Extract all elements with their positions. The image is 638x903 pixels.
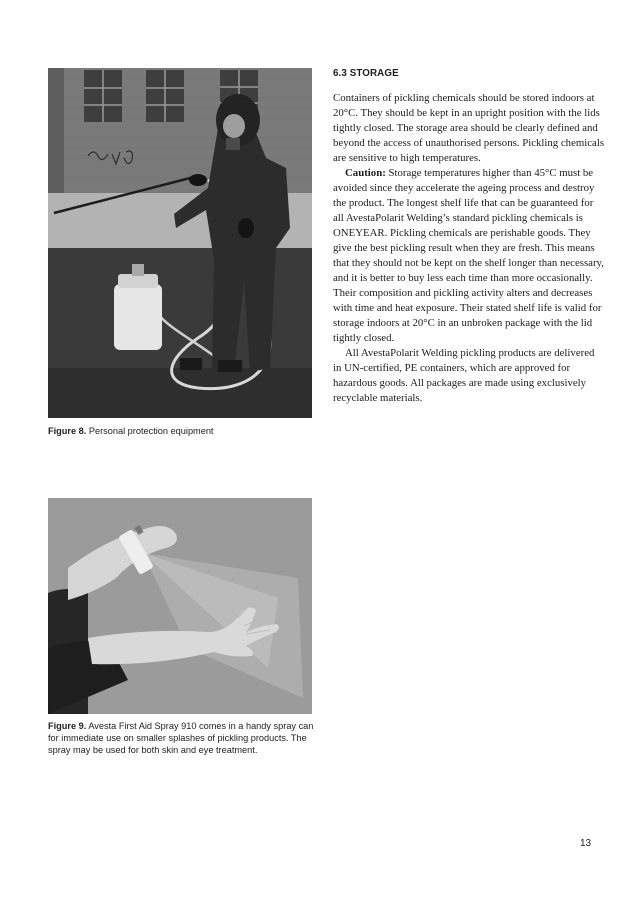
figure-9-caption (48, 720, 318, 756)
figure-8-photo (48, 68, 312, 418)
section-heading: 6.3 STORAGE (333, 68, 399, 79)
figure-8-caption (48, 425, 318, 437)
figure-9-label: Figure 9. (48, 721, 87, 731)
page-number: 13 (580, 838, 592, 849)
storage-paragraph-1: Containers of pickling chemicals should be stored indoors at 20°C. They should be kept in an upright position with the lids tightly closed. The storage area should be clearly defined and beyond the access of unauthorised persons. Pickling chemicals are sensitive to high temperatures. (333, 92, 605, 164)
storage-section (333, 66, 605, 406)
figure-9-photo (48, 498, 312, 714)
caution-text: Storage temperatures higher than 45°C must be avoided since they accelerate the ageing process and destroy the product. The longest shelf life that can be guaranteed for all AvestaPolarit Welding’s standard pickling chemicals is ONEYEAR. Pickling chemicals are perishable goods. They give the best pickling result when they are fresh. This means that they should not be kept on the shelf longer than necessary, and it is better to buy less each time than more occasionally. Their composition and pickling activity alters and decreases with time and heat exposure. Their stated shelf life is valid for storage indoors at 20°C in an unbroken package with the lid tightly closed. (333, 167, 604, 344)
caution-paragraph (333, 166, 605, 346)
storage-paragraph-3: All AvestaPolarit Welding pickling products are delivered in UN-certified, PE containers, which are approved for hazardous goods. All packages are made using exclusively recyclable materials. (333, 347, 595, 404)
caution-label: Caution: (345, 167, 386, 179)
figure-8-label: Figure 8. (48, 426, 87, 436)
figure-8-caption-text: Personal protection equipment (88, 426, 214, 436)
figure-9-caption-text: Avesta First Aid Spray 910 comes in a handy spray can for immediate use on smaller splashes of pickling products. The spray may be used for both skin and eye treatment. (48, 721, 314, 755)
